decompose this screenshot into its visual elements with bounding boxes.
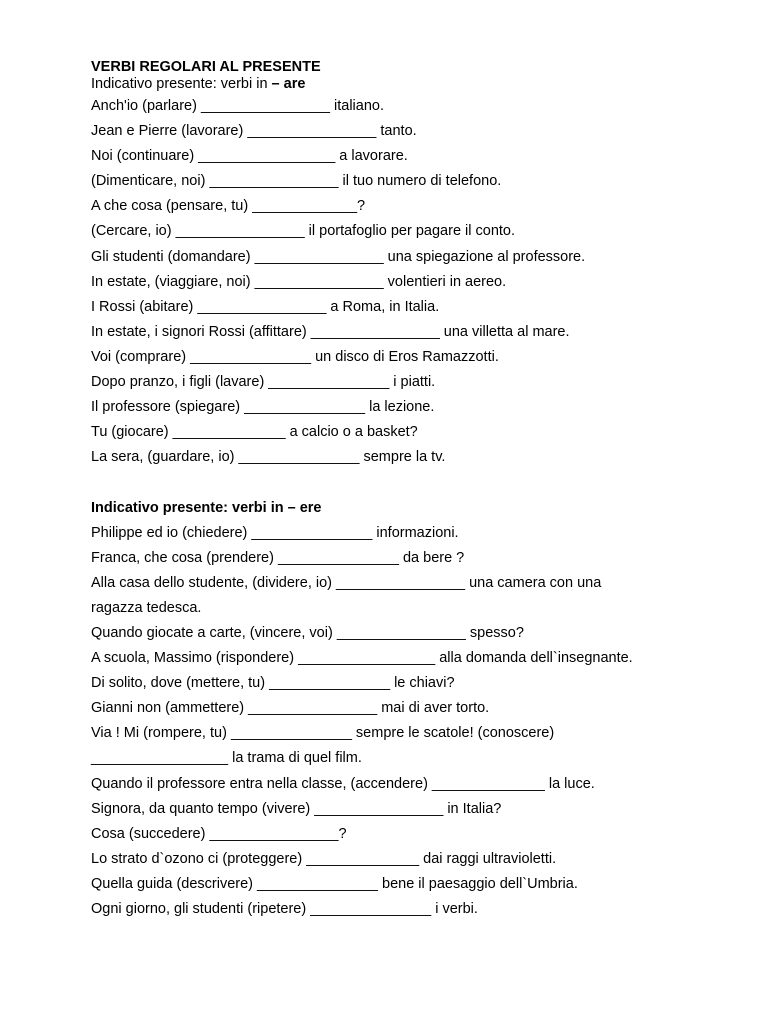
exercise-line: Via ! Mi (rompere, tu) _______________ sempre le scatole! (conoscere) [91,725,555,742]
exercise-line: Franca, che cosa (prendere) _______________ da bere ? [91,549,465,566]
exercise-line: A scuola, Massimo (rispondere) _________________ alla domanda dell`insegnante. [91,650,633,667]
exercise-line: (Cercare, io) ________________ il portafoglio per pagare il conto. [91,223,516,240]
exercise-line: A che cosa (pensare, tu) _____________? [91,198,366,215]
exercise-line: La sera, (guardare, io) _______________ sempre la tv. [91,449,446,466]
exercise-line: Dopo pranzo, i figli (lavare) _______________ i piatti. [91,374,436,391]
exercise-line: (Dimenticare, noi) ________________ il tuo numero di telefono. [91,173,502,190]
exercise-line: Il professore (spiegare) _______________ la lezione. [91,399,435,416]
section1-heading [91,74,731,94]
exercise-line: Lo strato d`ozono ci (proteggere) ______________ dai raggi ultravioletti. [91,850,557,867]
page-title: VERBI REGOLARI AL PRESENTE [91,59,321,75]
section1-heading-text: Indicativo presente: verbi in [91,76,272,92]
exercise-line: Signora, da quanto tempo (vivere) ________________ in Italia? [91,800,502,817]
section2-exercises [91,521,731,923]
exercise-line: Gianni non (ammettere) ________________ mai di aver torto. [91,700,490,717]
worksheet [91,56,731,922]
exercise-line: In estate, (viaggiare, noi) ________________ volentieri in aereo. [91,273,507,290]
exercise-line: Alla casa dello studente, (dividere, io) ________________ una camera con una [91,574,602,591]
exercise-line: Cosa (succedere) ________________? [91,825,347,842]
exercise-line: _________________ la trama di quel film. [91,750,362,767]
section-spacer [91,470,731,495]
exercise-line: ragazza tedesca. [91,599,202,616]
section1-heading-bold: – are [271,76,306,92]
exercise-line: Jean e Pierre (lavorare) ________________ tanto. [91,123,417,140]
exercise-line: Tu (giocare) ______________ a calcio o a basket? [91,424,418,441]
exercise-line: Gli studenti (domandare) ________________ una spiegazione al professore. [91,248,586,265]
exercise-line: Di solito, dove (mettere, tu) _______________ le chiavi? [91,675,455,692]
section1-exercises [91,94,731,470]
exercise-line: Ogni giorno, gli studenti (ripetere) _______________ i verbi. [91,901,478,917]
exercise-line: Voi (comprare) _______________ un disco di Eros Ramazzotti. [91,348,499,365]
exercise-line: Noi (continuare) _________________ a lavorare. [91,148,408,165]
exercise-line: Quando giocate a carte, (vincere, voi) ________________ spesso? [91,624,524,641]
exercise-line: Quella guida (descrivere) _______________ bene il paesaggio dell`Umbria. [91,875,578,892]
exercise-line: In estate, i signori Rossi (affittare) ________________ una villetta al mare. [91,323,570,340]
section2-heading: Indicativo presente: verbi in – ere [91,499,322,516]
exercise-line: Philippe ed io (chiedere) _______________ informazioni. [91,524,459,541]
exercise-line: Quando il professore entra nella classe, (accendere) ______________ la luce. [91,775,595,792]
exercise-line: I Rossi (abitare) ________________ a Roma, in Italia. [91,298,440,315]
exercise-line: Anch'io (parlare) ________________ italiano. [91,98,384,114]
